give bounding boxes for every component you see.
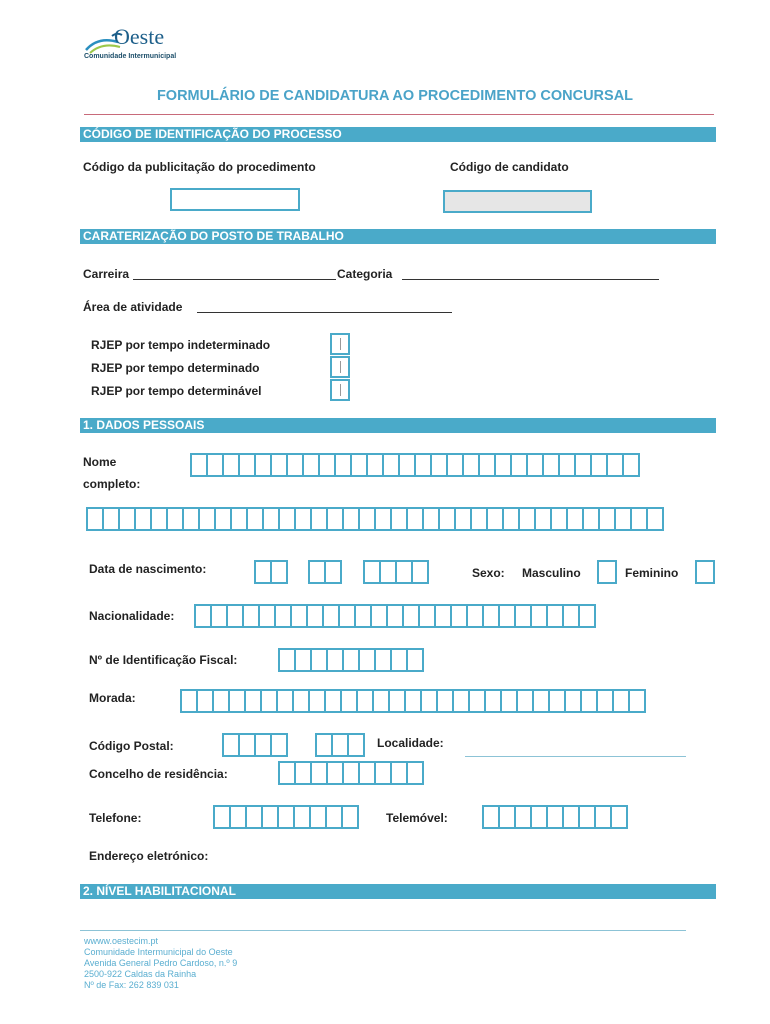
nascimento-year-cells[interactable] <box>363 560 427 584</box>
footer-postal: 2500-922 Caldas da Rainha <box>84 969 197 979</box>
masculino-label: Masculino <box>522 566 581 580</box>
codigo-postal-label: Código Postal: <box>89 739 174 753</box>
char-cell[interactable] <box>347 733 365 757</box>
char-cell[interactable] <box>578 604 596 628</box>
feminino-checkbox[interactable] <box>695 560 715 584</box>
categoria-field[interactable] <box>402 279 659 280</box>
telefone-label: Telefone: <box>89 811 142 825</box>
footer-org: Comunidade Intermunicipal do Oeste <box>84 947 233 957</box>
email-label: Endereço eletrónico: <box>89 849 209 863</box>
localidade-field[interactable] <box>465 756 686 757</box>
carreira-label: Carreira <box>83 267 130 281</box>
char-cell[interactable] <box>270 733 288 757</box>
char-cell[interactable] <box>270 560 288 584</box>
telemovel-cells[interactable] <box>482 805 626 829</box>
masculino-checkbox[interactable] <box>597 560 617 584</box>
localidade-label: Localidade: <box>377 736 444 750</box>
section-header-nivel: 2. NÍVEL HABILITACIONAL <box>80 884 716 899</box>
rjep-indeterminado-checkbox[interactable] <box>330 333 350 355</box>
option-label: RJEP por tempo indeterminado <box>91 338 271 352</box>
morada-label: Morada: <box>89 691 136 705</box>
nascimento-month-cells[interactable] <box>308 560 340 584</box>
concelho-label: Concelho de residência: <box>89 767 228 781</box>
sexo-label: Sexo: <box>472 566 505 580</box>
footer-divider <box>80 930 686 931</box>
char-cell[interactable] <box>610 805 628 829</box>
logo-name: Oeste <box>114 24 165 49</box>
nascimento-day-cells[interactable] <box>254 560 286 584</box>
codigo-postal-cells-a[interactable] <box>222 733 286 757</box>
carreira-field[interactable] <box>133 279 336 280</box>
nacionalidade-cells[interactable] <box>194 604 594 628</box>
telemovel-label: Telemóvel: <box>386 811 448 825</box>
tick-mark <box>340 338 341 350</box>
nascimento-label: Data de nascimento: <box>89 562 207 576</box>
nome-cells-row-1[interactable] <box>190 453 638 477</box>
section-header-codigo: CÓDIGO DE IDENTIFICAÇÃO DO PROCESSO <box>80 127 716 142</box>
nome-label: Nome <box>83 455 117 469</box>
title-divider <box>84 114 714 115</box>
section-header-dados: 1. DADOS PESSOAIS <box>80 418 716 433</box>
feminino-label: Feminino <box>625 566 679 580</box>
candidato-label: Código de candidato <box>450 160 569 174</box>
publicacao-code-field[interactable] <box>170 188 300 211</box>
char-cell[interactable] <box>622 453 640 477</box>
char-cell[interactable] <box>646 507 664 531</box>
footer-fax: Nº de Fax: 262 839 031 <box>84 980 179 990</box>
footer-address: Avenida General Pedro Cardoso, n.º 9 <box>84 958 238 968</box>
char-cell[interactable] <box>411 560 429 584</box>
concelho-cells[interactable] <box>278 761 422 785</box>
char-cell[interactable] <box>628 689 646 713</box>
tick-mark <box>340 361 341 373</box>
char-cell[interactable] <box>406 648 424 672</box>
char-cell[interactable] <box>324 560 342 584</box>
nome-cells-row-2[interactable] <box>86 507 662 531</box>
rjep-determinavel-checkbox[interactable] <box>330 379 350 401</box>
categoria-label: Categoria <box>337 267 393 281</box>
page-title: FORMULÁRIO DE CANDIDATURA AO PROCEDIMENTO CONCURSAL <box>156 88 634 104</box>
codigo-postal-cells-b[interactable] <box>315 733 363 757</box>
footer-website[interactable]: wwww.oestecim.pt <box>84 936 159 946</box>
option-label: RJEP por tempo determinável <box>91 384 262 398</box>
nif-cells[interactable] <box>278 648 422 672</box>
area-field[interactable] <box>197 312 452 313</box>
rjep-determinado-checkbox[interactable] <box>330 356 350 378</box>
candidato-code-field[interactable] <box>443 190 592 213</box>
nacionalidade-label: Nacionalidade: <box>89 609 175 623</box>
section-header-caraterizacao: CARATERIZAÇÃO DO POSTO DE TRABALHO <box>80 229 716 244</box>
nif-label: Nº de Identificação Fiscal: <box>89 653 238 667</box>
char-cell[interactable] <box>341 805 359 829</box>
publicacao-label: Código da publicitação do procedimento <box>83 160 316 174</box>
morada-cells[interactable] <box>180 689 644 713</box>
telefone-cells[interactable] <box>213 805 357 829</box>
option-label: RJEP por tempo determinado <box>91 361 260 375</box>
tick-mark <box>340 384 341 396</box>
logo <box>84 24 194 68</box>
logo-subtitle: Comunidade Intermunicipal <box>84 53 177 60</box>
char-cell[interactable] <box>406 761 424 785</box>
nome-label-2: completo: <box>83 477 141 491</box>
area-label: Área de atividade <box>83 300 183 314</box>
